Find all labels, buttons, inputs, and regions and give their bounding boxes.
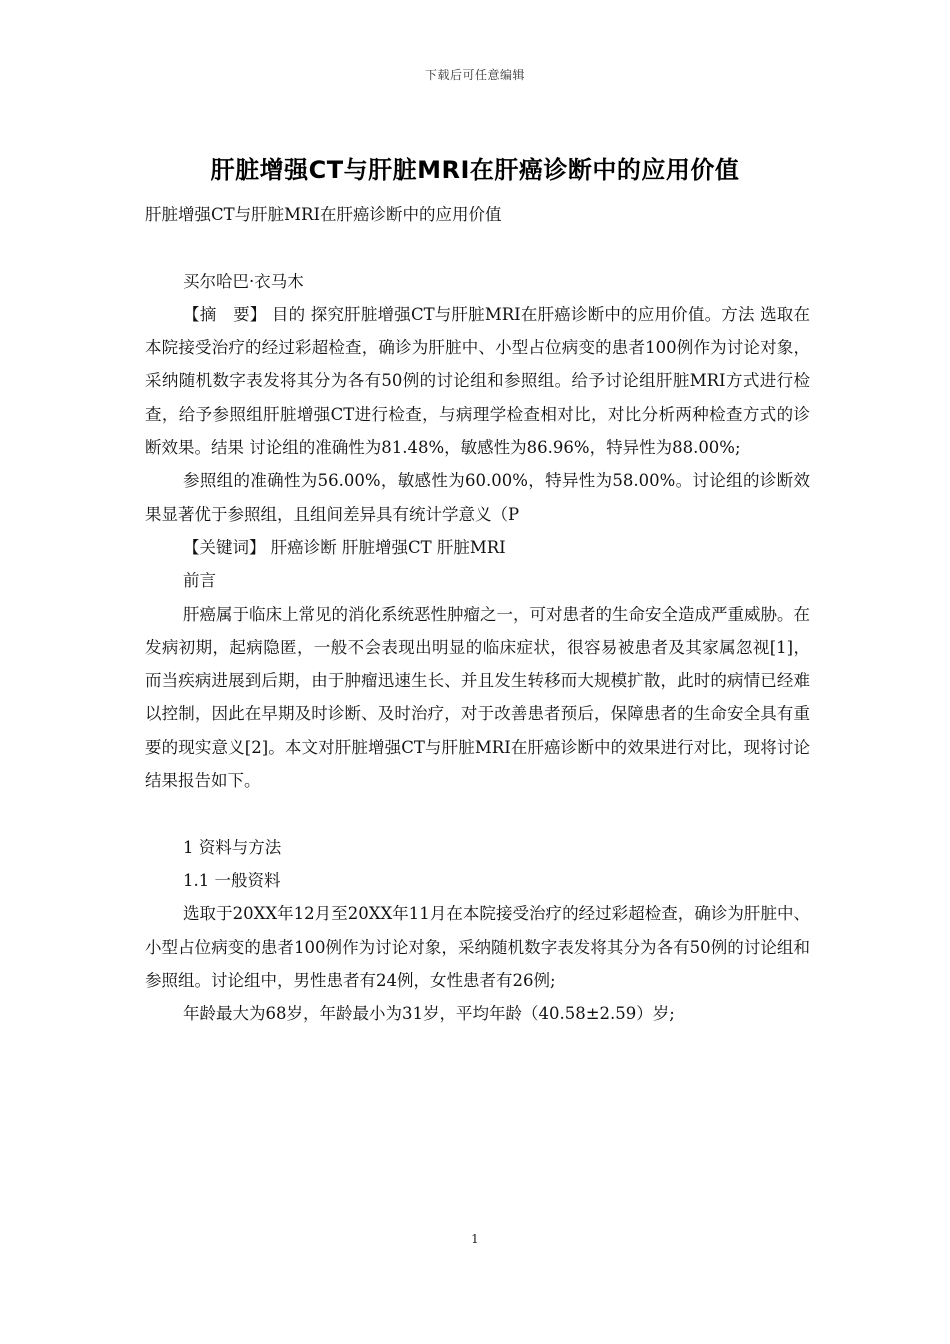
- preface-paragraph: 肝癌属于临床上常见的消化系统恶性肿瘤之一，可对患者的生命安全造成严重威胁。在发病初期，起病隐匿，一般不会表现出明显的临床症状，很容易被患者及其家属忽视[1]，而当疾病进展到后期，由于肿瘤迅速生长、并且发生转移而大规模扩散，此时的病情已经难以控制，因此在早期及时诊断、及时治疗，对于改善患者预后，保障患者的生命安全具有重要的现实意义[2]。本文对肝脏增强CT与肝脏MRI在肝癌诊断中的效果进行对比，现将讨论结果报告如下。: [145, 604, 810, 791]
- document-title: 肝脏增强CT与肝脏MRI在肝癌诊断中的应用价值: [210, 156, 740, 184]
- abstract-paragraph: 【摘 要】 目的 探究肝脏增强CT与肝脏MRI在肝癌诊断中的应用价值。方法 选取在本院接受治疗的经过彩超检查，确诊为肝脏中、小型占位病变的患者100例作为讨论对象，采纳随机数字表发将其分为各有50例的讨论组和参照组。给予讨论组肝脏MRI方式进行检查，给予参照组肝脏增强CT进行检查，与病理学检查相对比，对比分析两种检查方式的诊断效果。结果 讨论组的准确性为81.48%，敏感性为86.96%，特异性为88.00%;: [145, 304, 810, 458]
- subtitle: 肝脏增强CT与肝脏MRI在肝癌诊断中的应用价值: [145, 205, 502, 224]
- blank-line: [145, 231, 810, 264]
- author-line: 买尔哈巴·衣马木: [183, 271, 304, 291]
- section-paragraph-age: 年龄最大为68岁，年龄最小为31岁，平均年龄（40.58±2.59）岁;: [183, 1004, 675, 1024]
- document-body: [145, 198, 810, 1030]
- preface-heading: 前言: [183, 571, 216, 591]
- blank-line: [145, 797, 810, 830]
- abstract-paragraph-continued: 参照组的准确性为56.00%，敏感性为60.00%，特异性为58.00%。讨论组的诊断效果显著优于参照组，且组间差异具有统计学意义（P: [145, 471, 810, 524]
- page-number: 1: [471, 1232, 479, 1246]
- section-paragraph: 选取于20XX年12月至20XX年11月在本院接受治疗的经过彩超检查，确诊为肝脏中、小型占位病变的患者100例作为讨论对象，采纳随机数字表发将其分为各有50例的讨论组和参照组。讨论组中，男性患者有24例，女性患者有26例;: [145, 904, 810, 990]
- page-header: 下载后可任意编辑: [424, 68, 525, 82]
- subsection-heading: 1.1 一般资料: [183, 870, 281, 890]
- keywords-line: 【关键词】 肝癌诊断 肝脏增强CT 肝脏MRI: [183, 537, 506, 557]
- section-heading: 1 资料与方法: [183, 837, 282, 857]
